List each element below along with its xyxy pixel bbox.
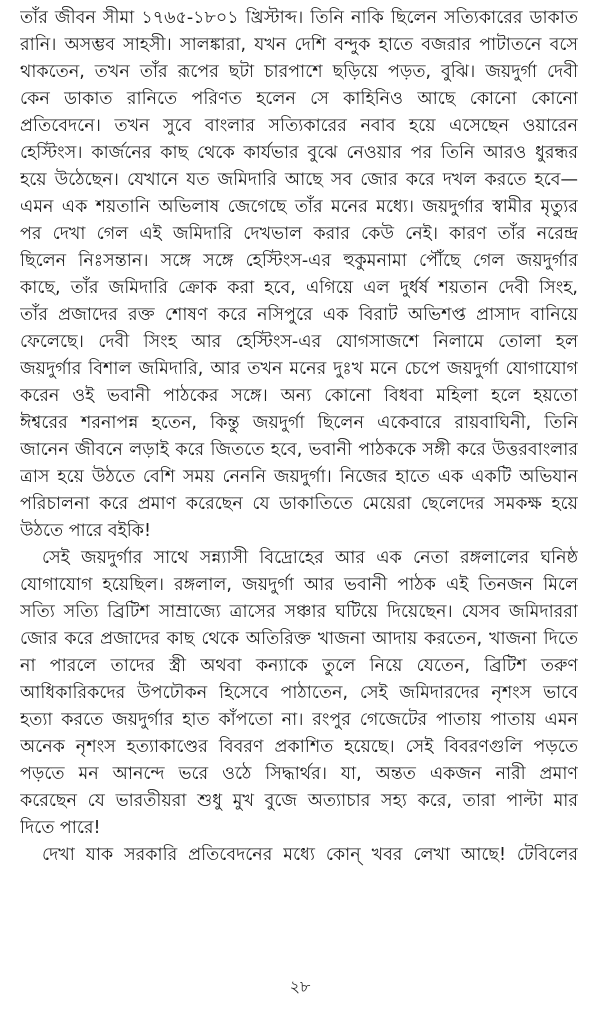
- text-line: সত্যি সত্যি ব্রিটিশ সাম্রাজ্যে ত্রাসের সঞ্চার ঘটিয়ে দিয়েছেন। যেসব জমিদাররা: [20, 602, 578, 622]
- text-line: হত্যা করতে জয়দুর্গার হাত কাঁপতো না। রংপুর গেজেটের পাতায় পাতায় এমন: [20, 710, 578, 730]
- text-line: দেখা যাক সরকারি প্রতিবেদনের মধ্যে কোন্ খবর লেখা আছে! টেবিলের: [42, 845, 578, 865]
- paragraph-1: [20, 5, 578, 545]
- text-line: ত্রাস হয়ে উঠতে বেশি সময় নেননি জয়দুর্গা। নিজের হাতে এক একটি অভিযান: [20, 467, 578, 487]
- text-line: পর দেখা গেল এই জমিদারি দেখভাল করার কেউ নেই। কারণ তাঁর নরেন্দ্র: [20, 224, 578, 244]
- body-text: [20, 5, 578, 869]
- text-line: পড়তে মন আনন্দে ভরে ওঠে সিদ্ধার্থর। যা, অন্তত একজন নারী প্রমাণ: [20, 764, 578, 784]
- text-line: জয়দুর্গার বিশাল জমিদারি, আর তখন মনের দুঃখ মনে চেপে জয়দুর্গা যোগাযোগ: [20, 359, 578, 379]
- text-line: পরিচালনা করে প্রমাণ করেছেন যে ডাকাতিতে মেয়েরা ছেলেদের সমকক্ষ হয়ে: [20, 494, 578, 514]
- page-number: ২৮: [289, 977, 311, 996]
- text-line: কাছে, তাঁর জমিদারি ক্রোক করা হবে, এগিয়ে এল দুর্ধর্ষ শয়তান দেবী সিংহ,: [20, 278, 578, 298]
- text-line: ছিলেন নিঃসন্তান। সঙ্গে সঙ্গে হেস্টিংস-এর হুকুমনামা পৌঁছে গেল জয়দুর্গার: [20, 251, 578, 271]
- text-line: ফেলেছে। দেবী সিংহ আর হেস্টিংস-এর যোগসাজশে নিলামে তোলা হল: [20, 332, 578, 352]
- text-line: হেস্টিংস। কার্জনের কাছ থেকে কার্যভার বুঝে নেওয়ার পর তিনি আরও ধুরন্ধর: [20, 143, 578, 163]
- text-line: তাঁর প্রজাদের রক্ত শোষণ করে নসিপুরে এক বিরাট অভিশপ্ত প্রাসাদ বানিয়ে: [20, 305, 578, 325]
- text-line: জানেন জীবনে লড়াই করে জিততে হবে, ভবানী পাঠককে সঙ্গী করে উত্তরবাংলার: [20, 440, 578, 460]
- text-line: আধিকারিকদের উপঢৌকন হিসেবে পাঠাতেন, সেই জমিদারদের নৃশংস ভাবে: [20, 683, 578, 703]
- text-line: থাকতেন, তখন তাঁর রূপের ছটা চারপাশে ছড়িয়ে পড়ত, বুঝি। জয়দুর্গা দেবী: [20, 62, 578, 82]
- text-line: রানি। অসম্ভব সাহসী। সালঙ্কারা, যখন দেশি বন্দুক হাতে বজরার পাটাতনে বসে: [20, 35, 578, 55]
- text-line: প্রতিবেদনে। তখন সুবে বাংলার সত্যিকারের নবাব হয়ে এসেছেন ওয়ারেন: [20, 116, 578, 136]
- text-line: অনেক নৃশংস হত্যাকাণ্ডের বিবরণ প্রকাশিত হয়েছে। সেই বিবরণগুলি পড়তে: [20, 737, 578, 757]
- text-line: কেন ডাকাত রানিতে পরিণত হলেন সে কাহিনিও আছে কোনো কোনো: [20, 89, 578, 109]
- text-line: ঈশ্বরের শরনাপন্ন হতেন, কিন্তু জয়দুর্গা ছিলেন একেবারে রায়বাঘিনী, তিনি: [20, 413, 578, 433]
- text-line: এমন এক শয়তানি অভিলাষ জেগেছে তাঁর মনের মধ্যে। জয়দুর্গার স্বামীর মৃত্যুর: [20, 197, 578, 217]
- paragraph-2: [20, 545, 578, 842]
- text-line: সেই জয়দুর্গার সাথে সন্ন্যাসী বিদ্রোহের আর এক নেতা রঙ্গলালের ঘনিষ্ঠ: [42, 548, 578, 568]
- text-line: জোর করে প্রজাদের কাছ থেকে অতিরিক্ত খাজনা আদায় করতেন, খাজনা দিতে: [20, 629, 578, 649]
- text-line: হয়ে উঠেছেন। যেখানে যত জমিদারি আছে সব জোর করে দখল করতে হবে—: [20, 170, 578, 190]
- text-line: করেন ওই ভবানী পাঠকের সঙ্গে। অন্য কোনো বিধবা মহিলা হলে হয়তো: [20, 386, 578, 406]
- text-line: না পারলে তাদের স্ত্রী অথবা কন্যাকে তুলে নিয়ে যেতেন, ব্রিটিশ তরুণ: [20, 656, 578, 676]
- text-line: করেছেন যে ভারতীয়রা শুধু মুখ বুজে অত্যাচার সহ্য করে, তারা পাল্টা মার: [20, 791, 578, 811]
- text-line: দিতে পারে!: [20, 818, 101, 838]
- text-line: যোগাযোগ হয়েছিল। রঙ্গলাল, জয়দুর্গা আর ভবানী পাঠক এই তিনজন মিলে: [20, 575, 578, 595]
- text-line: উঠতে পারে বইকি!: [20, 521, 151, 541]
- text-line: তাঁর জীবন সীমা ১৭৬৫-১৮০১ খ্রিস্টাব্দ। তিনি নাকি ছিলেন সত্যিকারের ডাকাত: [20, 8, 578, 28]
- paragraph-3: [20, 842, 578, 869]
